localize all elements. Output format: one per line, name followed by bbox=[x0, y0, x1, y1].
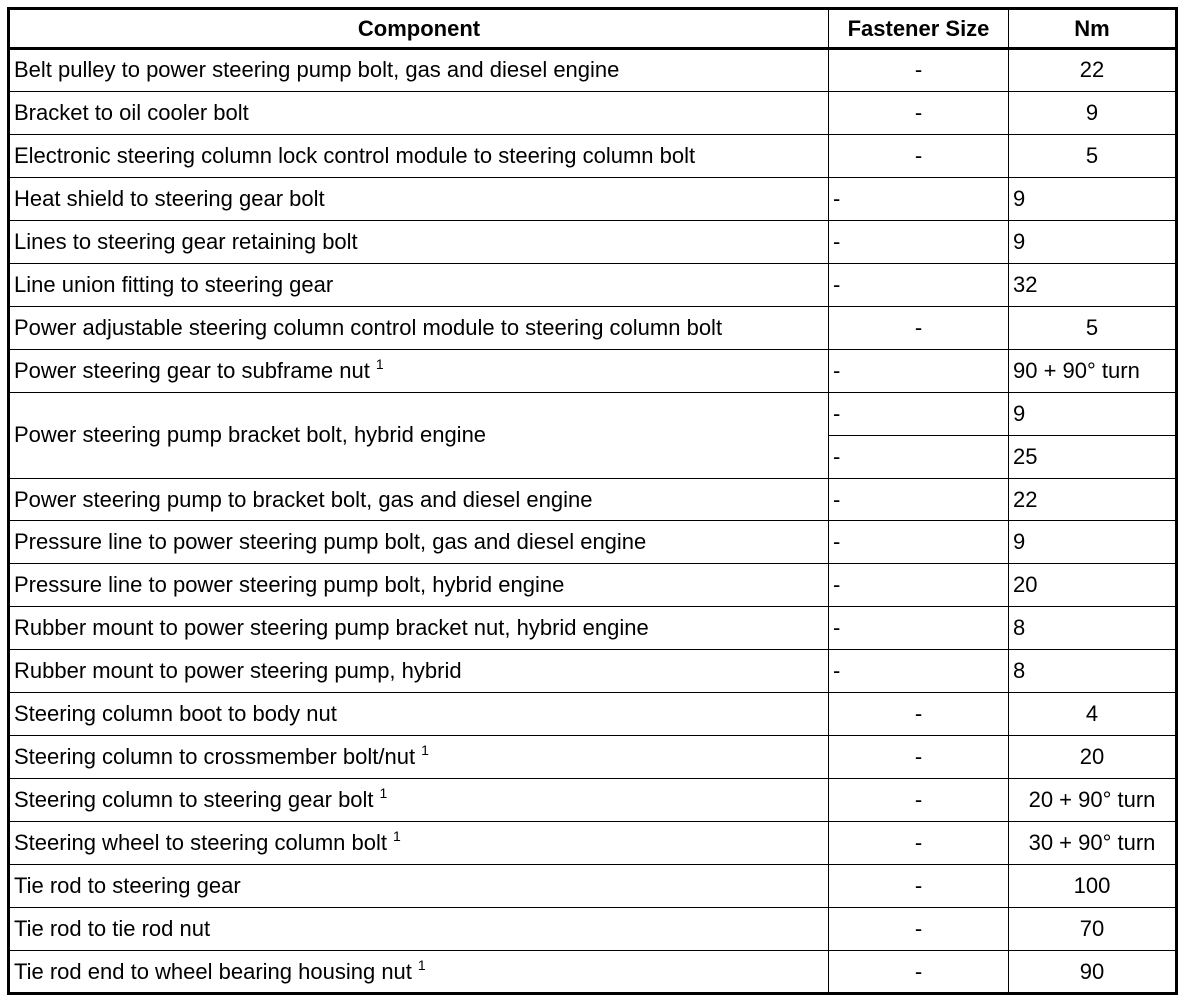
component-cell bbox=[9, 263, 829, 306]
fastener-size-cell: - bbox=[829, 693, 1009, 736]
footnote-marker: 1 bbox=[379, 785, 388, 802]
fastener-size-cell: - bbox=[829, 349, 1009, 392]
nm-cell: 9 bbox=[1009, 177, 1177, 220]
table-row bbox=[9, 306, 1177, 349]
component-text: Belt pulley to power steering pump bolt, gas and diesel engine bbox=[14, 57, 620, 83]
fastener-size-cell: - bbox=[829, 951, 1009, 994]
nm-cell: 90 + 90° turn bbox=[1009, 349, 1177, 392]
header-nm: Nm bbox=[1009, 9, 1177, 49]
component-cell bbox=[9, 607, 829, 650]
component-cell bbox=[9, 306, 829, 349]
component-cell bbox=[9, 908, 829, 951]
table-row bbox=[9, 49, 1177, 92]
component-cell bbox=[9, 650, 829, 693]
component-text: Steering column boot to body nut bbox=[14, 701, 337, 727]
table-header-row bbox=[9, 9, 1177, 49]
nm-cell: 9 bbox=[1009, 220, 1177, 263]
fastener-size-cell: - bbox=[829, 220, 1009, 263]
nm-cell: 22 bbox=[1009, 478, 1177, 521]
fastener-size-cell: - bbox=[829, 564, 1009, 607]
fastener-size-cell: - bbox=[829, 177, 1009, 220]
component-text: Heat shield to steering gear bolt bbox=[14, 185, 325, 211]
table-row bbox=[9, 478, 1177, 521]
component-text: Lines to steering gear retaining bolt bbox=[14, 228, 358, 254]
table-row bbox=[9, 349, 1177, 392]
table-row bbox=[9, 822, 1177, 865]
fastener-size-cell: - bbox=[829, 49, 1009, 92]
fastener-size-cell: - bbox=[829, 822, 1009, 865]
nm-cell: 9 bbox=[1009, 91, 1177, 134]
nm-cell: 25 bbox=[1009, 435, 1177, 478]
component-cell bbox=[9, 478, 829, 521]
component-text: Power adjustable steering column control module to steering column bolt bbox=[14, 314, 723, 340]
footnote-marker: 1 bbox=[393, 828, 401, 845]
table-body bbox=[9, 49, 1177, 994]
component-text: Power steering gear to subframe nut bbox=[14, 357, 370, 383]
table-row bbox=[9, 607, 1177, 650]
component-text: Line union fitting to steering gear bbox=[14, 271, 334, 297]
fastener-size-cell: - bbox=[829, 607, 1009, 650]
component-cell bbox=[9, 736, 829, 779]
nm-cell: 5 bbox=[1009, 306, 1177, 349]
table-row bbox=[9, 392, 1177, 435]
component-cell bbox=[9, 865, 829, 908]
fastener-size-cell: - bbox=[829, 908, 1009, 951]
nm-cell: 32 bbox=[1009, 263, 1177, 306]
table-row bbox=[9, 908, 1177, 951]
component-cell bbox=[9, 951, 829, 994]
component-cell bbox=[9, 779, 829, 822]
component-text: Steering column to crossmember bolt/nut bbox=[14, 744, 416, 770]
footnote-marker: 1 bbox=[375, 355, 384, 372]
nm-cell: 9 bbox=[1009, 392, 1177, 435]
nm-cell: 22 bbox=[1009, 49, 1177, 92]
component-cell bbox=[9, 822, 829, 865]
nm-cell: 9 bbox=[1009, 521, 1177, 564]
nm-cell: 90 bbox=[1009, 951, 1177, 994]
fastener-size-cell: - bbox=[829, 306, 1009, 349]
fastener-size-cell: - bbox=[829, 392, 1009, 435]
component-cell bbox=[9, 521, 829, 564]
fastener-size-cell: - bbox=[829, 650, 1009, 693]
table-row bbox=[9, 91, 1177, 134]
component-cell bbox=[9, 49, 829, 92]
nm-cell: 8 bbox=[1009, 650, 1177, 693]
torque-spec-table bbox=[7, 7, 1178, 995]
component-text: Bracket to oil cooler bolt bbox=[14, 99, 249, 125]
component-cell bbox=[9, 91, 829, 134]
component-text: Power steering pump bracket bolt, hybrid engine bbox=[14, 422, 487, 448]
component-text: Tie rod end to wheel bearing housing nut bbox=[14, 958, 412, 984]
table-row bbox=[9, 220, 1177, 263]
fastener-size-cell: - bbox=[829, 478, 1009, 521]
component-cell bbox=[9, 220, 829, 263]
table-row bbox=[9, 650, 1177, 693]
footnote-marker: 1 bbox=[417, 956, 426, 973]
fastener-size-cell: - bbox=[829, 91, 1009, 134]
nm-cell: 20 bbox=[1009, 736, 1177, 779]
fastener-size-cell: - bbox=[829, 435, 1009, 478]
component-cell bbox=[9, 349, 829, 392]
component-cell bbox=[9, 693, 829, 736]
component-text: Pressure line to power steering pump bolt, gas and diesel engine bbox=[14, 529, 647, 555]
fastener-size-cell: - bbox=[829, 736, 1009, 779]
fastener-size-cell: - bbox=[829, 263, 1009, 306]
component-cell bbox=[9, 177, 829, 220]
nm-cell: 4 bbox=[1009, 693, 1177, 736]
nm-cell: 5 bbox=[1009, 134, 1177, 177]
table-row bbox=[9, 693, 1177, 736]
header-fastener-size: Fastener Size bbox=[829, 9, 1009, 49]
header-component: Component bbox=[9, 9, 829, 49]
table-row bbox=[9, 865, 1177, 908]
nm-cell: 8 bbox=[1009, 607, 1177, 650]
table-row bbox=[9, 779, 1177, 822]
nm-cell: 20 + 90° turn bbox=[1009, 779, 1177, 822]
component-text: Steering wheel to steering column bolt bbox=[14, 830, 387, 856]
component-cell bbox=[9, 134, 829, 177]
nm-cell: 20 bbox=[1009, 564, 1177, 607]
component-cell bbox=[9, 564, 829, 607]
component-text: Pressure line to power steering pump bolt, hybrid engine bbox=[14, 572, 565, 598]
table-row bbox=[9, 521, 1177, 564]
component-text: Rubber mount to power steering pump, hybrid bbox=[14, 658, 462, 684]
fastener-size-cell: - bbox=[829, 134, 1009, 177]
fastener-size-cell: - bbox=[829, 865, 1009, 908]
component-text: Steering column to steering gear bolt bbox=[14, 787, 374, 813]
fastener-size-cell: - bbox=[829, 779, 1009, 822]
nm-cell: 30 + 90° turn bbox=[1009, 822, 1177, 865]
component-text: Power steering pump to bracket bolt, gas and diesel engine bbox=[14, 486, 593, 512]
footnote-marker: 1 bbox=[421, 742, 429, 759]
nm-cell: 70 bbox=[1009, 908, 1177, 951]
table-row bbox=[9, 134, 1177, 177]
component-text: Rubber mount to power steering pump bracket nut, hybrid engine bbox=[14, 615, 649, 641]
component-text: Electronic steering column lock control module to steering column bolt bbox=[14, 142, 696, 168]
table-row bbox=[9, 564, 1177, 607]
nm-cell: 100 bbox=[1009, 865, 1177, 908]
component-cell bbox=[9, 392, 829, 478]
table-row bbox=[9, 951, 1177, 994]
table-row bbox=[9, 177, 1177, 220]
table-row bbox=[9, 263, 1177, 306]
component-text: Tie rod to steering gear bbox=[14, 873, 241, 899]
fastener-size-cell: - bbox=[829, 521, 1009, 564]
table-row bbox=[9, 736, 1177, 779]
component-text: Tie rod to tie rod nut bbox=[14, 916, 211, 942]
